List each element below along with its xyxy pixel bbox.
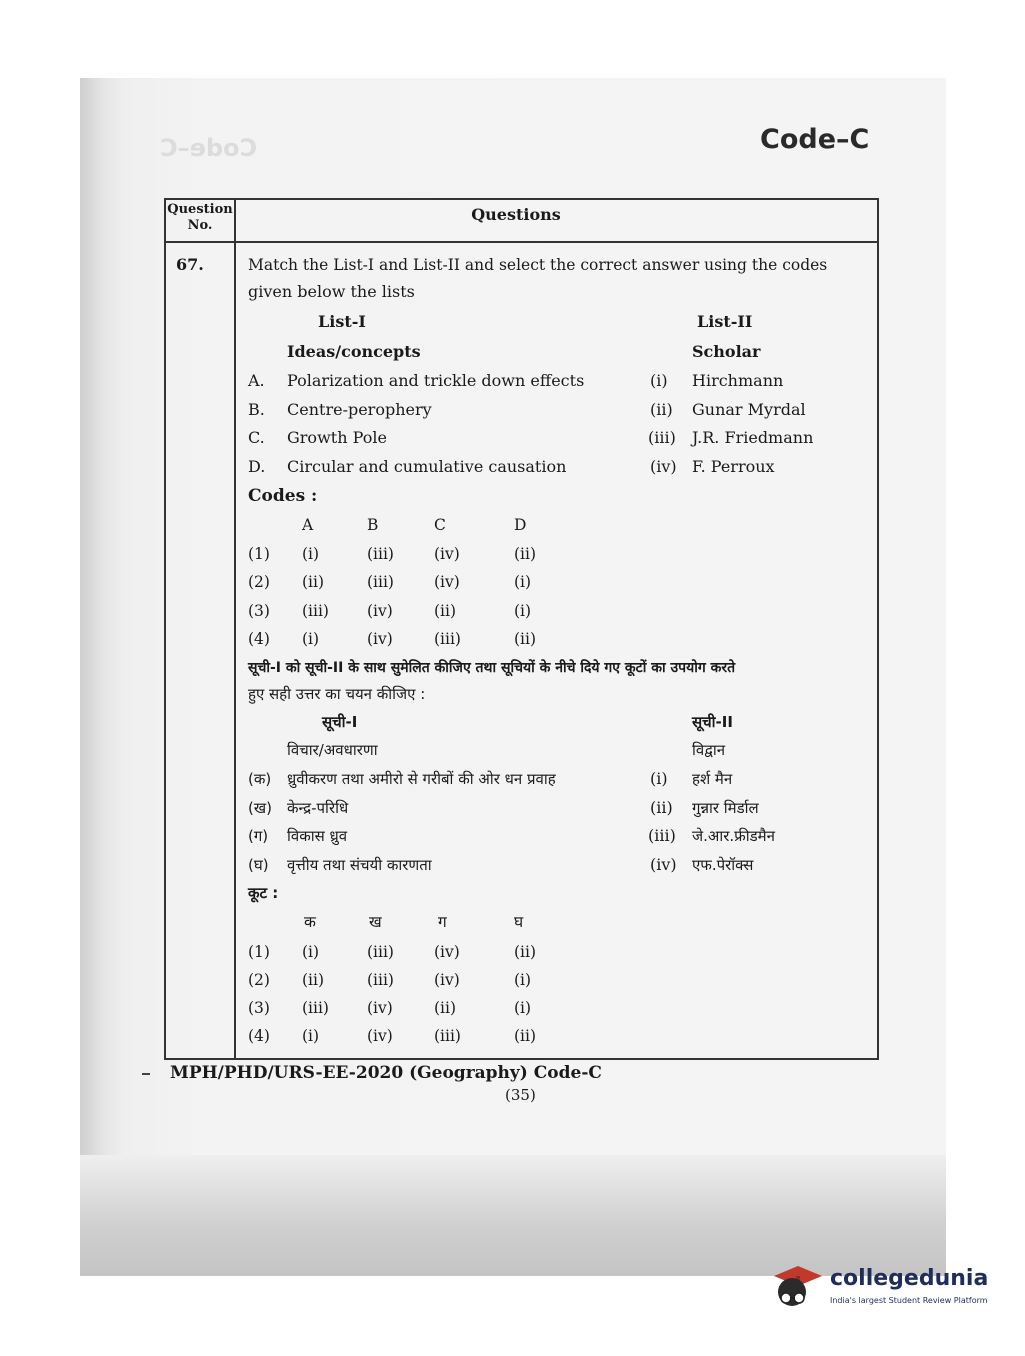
item-text: Growth Pole [287,428,387,447]
option-value: (iii) [367,971,394,989]
list1-title-hi: सूची-I [322,713,358,731]
item-key: (क) [248,770,272,788]
header-divider [164,241,877,243]
footer-dash [142,1073,150,1075]
column-divider [234,198,236,1058]
question-number: 67. [176,255,204,274]
option-value: (i) [514,971,532,989]
brand-name: collegedunia [830,1266,989,1291]
item-num: (iv) [650,855,677,874]
item-match: हर्श मैन [692,770,733,788]
brand-tagline: India's largest Student Review Platform [830,1296,988,1305]
option-value: (iii) [302,602,329,620]
item-text: वृत्तीय तथा संचयी कारणता [287,856,432,874]
stem-en-line2: given below the lists [248,282,415,301]
qno-header-line1: Question [167,202,233,217]
item-num: (ii) [650,400,673,419]
code-head: क [304,913,316,931]
option-value: (iii) [367,545,394,563]
option-number: (2) [248,573,270,591]
page-number: (35) [505,1086,536,1104]
option-value: (iii) [367,573,394,591]
option-value: (iv) [367,602,393,620]
option-value: (iii) [434,1027,461,1045]
option-number: (2) [248,971,270,989]
list2-title-en: List-II [697,312,753,331]
item-match: Hirchmann [692,371,784,390]
item-text: ध्रुवीकरण तथा अमीरो से गरीबों की ओर धन प्रवाह [287,770,556,788]
qno-header-line2: No. [187,218,213,233]
code-head: ग [438,913,447,931]
option-value: (ii) [514,1027,537,1045]
item-text: केन्द्र-परिधि [287,799,349,817]
option-value: (iii) [302,999,329,1017]
column-header-questions: Questions [471,205,561,224]
code-head: A [302,516,314,534]
code-head: B [367,516,379,534]
option-value: (i) [302,545,320,563]
column-header-qno [166,202,234,234]
stem-hi-line1: सूची-I को सूची-II के साथ सुमेलित कीजिए तथा सूचियों के नीचे दिये गए कूटों का उपयोग करते [248,660,736,676]
list2-sub-en: Scholar [692,342,761,361]
option-value: (iv) [434,971,460,989]
item-text: Centre-perophery [287,400,432,419]
option-value: (iv) [434,545,460,563]
list1-sub-hi: विचार/अवधारणा [287,741,378,759]
option-value: (ii) [434,999,457,1017]
option-value: (iv) [367,999,393,1017]
list1-title-en: List-I [318,312,366,331]
item-text: Circular and cumulative causation [287,457,567,476]
item-key: (ग) [248,827,269,845]
code-head: ख [369,913,382,931]
option-value: (i) [302,630,320,648]
stem-en-line1: Match the List-I and List-II and select the correct answer using the codes [248,256,828,274]
item-match: Gunar Myrdal [692,400,806,419]
option-value: (ii) [514,943,537,961]
graduate-mascot-icon [770,1258,826,1314]
option-number: (4) [248,630,270,648]
footer-title: MPH/PHD/URS-EE-2020 (Geography) Code-C [170,1063,602,1083]
option-value: (ii) [434,602,457,620]
item-num: (iii) [648,428,676,447]
option-value: (iv) [367,1027,393,1045]
item-key: A. [248,371,265,390]
item-match: जे.आर.फ्रीडमैन [692,827,775,845]
item-key: C. [248,428,265,447]
code-head: घ [514,913,524,931]
codes-label-hi: कूट : [248,884,279,902]
code-head: C [434,516,446,534]
option-value: (i) [302,1027,320,1045]
bleed-through-text: Code–C [160,134,258,162]
item-num: (iv) [650,457,677,476]
codes-label-en: Codes : [248,486,318,506]
option-value: (i) [514,573,532,591]
item-num: (iii) [648,826,676,845]
code-head: D [514,516,527,534]
item-match: गुन्नार मिर्डाल [692,799,759,817]
item-key: (घ) [248,856,269,874]
option-value: (iv) [434,573,460,591]
item-text: Polarization and trickle down effects [287,371,585,390]
item-num: (i) [650,769,668,788]
option-value: (ii) [514,630,537,648]
item-num: (i) [650,371,668,390]
option-number: (1) [248,545,270,563]
option-value: (ii) [514,545,537,563]
brand-logo [770,1258,1000,1314]
option-value: (i) [514,999,532,1017]
option-number: (3) [248,999,270,1017]
option-value: (ii) [302,971,325,989]
list2-title-hi: सूची-II [692,713,733,731]
option-value: (iii) [367,943,394,961]
option-value: (i) [514,602,532,620]
item-text: विकास ध्रुव [287,827,348,845]
list1-sub-en: Ideas/concepts [287,342,421,361]
item-key: (ख) [248,799,272,817]
item-num: (ii) [650,798,673,817]
item-key: B. [248,400,265,419]
list2-sub-hi: विद्वान [692,741,726,759]
option-value: (iii) [434,630,461,648]
item-match: J.R. Friedmann [692,428,814,447]
option-number: (1) [248,943,270,961]
option-value: (iv) [367,630,393,648]
option-number: (3) [248,602,270,620]
option-value: (iv) [434,943,460,961]
stem-hi-line2: हुए सही उत्तर का चयन कीजिए : [248,685,426,703]
option-value: (ii) [302,573,325,591]
item-match: F. Perroux [692,457,775,476]
item-match: एफ.पेरॉक्स [692,856,754,874]
item-key: D. [248,457,266,476]
option-value: (i) [302,943,320,961]
page-code: Code–C [760,124,870,155]
option-number: (4) [248,1027,270,1045]
